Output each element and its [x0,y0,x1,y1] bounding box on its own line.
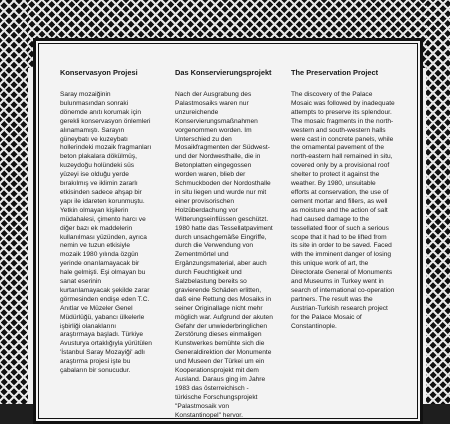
mosaic-border-left [0,0,28,404]
body-english: The discovery of the Palace Mosaic was followed by inadequate attempts to preserve its splendour. The mosaic fragments in the north-western and south-western halls were cast in concrete panels, while the ornamental pavement of the north-eastern hall remained in situ, covered only by a provisional roof shelter to protect it against the weather. By 1980, unsuitable efforts at conservation, the use of cement mortar and fillers, as well as moisture and the action of salt had caused damage to the tessellated floor of such a serious scope that it had to be lifted from its site in order to be saved. Faced with the imminent danger of losing this unique work of art, the Directorate General of Monuments and Museums in Turkey went in search of international co-operation partners. The result was the Austrian-Turkish research project for the Palace Mosaic of Constantinople. [291,91,395,330]
column-english [291,68,395,331]
mosaic-border-right [426,0,450,404]
heading-turkish: Konservasyon Projesi [60,68,138,77]
column-turkish [60,68,152,376]
column-german [175,68,273,421]
body-german: Nach der Ausgrabung des Palastmosaiks waren nur unzureichende Konservierungsmaßnahmen vorgenommen worden. Im Unterschied zu den Mosaikfragmenten der Südwest- und der Nordwesthalle, die in Betonplatten eingegossen worden waren, blieb der Schmuckboden der Nordosthalle in situ liegen und wurde nur mit einer provisorischen Holzüberdachung vor Witterungseinflüssen geschützt. 1980 hatte das Tessellatpaviment durch unsachgemäße Eingriffe, durch die Verwendung von Zementmörtel und Ergänzungsmaterial, aber auch durch Feuchtigkeit und Salzbelastung bereits so gravierende Schäden erlitten, daß eine Rettung des Mosaiks in seiner Originallage nicht mehr möglich war. Aufgrund der akuten Gefahr der unwiederbringlichen Zerstörung dieses einmaligen Kunstwerkes bemühte sich die Generaldirektion der Monumente und Museen der Türkei um ein Kooperationsprojekt mit dem Ausland. Daraus ging im Jahre 1983 das österreichisch - türkische Forschungsprojekt "Palastmosaik von Konstantinopel" hervor. [175,91,273,419]
heading-english: The Preservation Project [291,68,379,77]
heading-german: Das Konservierungsprojekt [175,68,272,77]
body-turkish: Saray mozaiğinin bulunmasından sonraki dönemde anıtı korumak için gerekli konservasyon önlemleri alınamamıştı. Sarayın güneybatı ve kuzeybatı hollerindeki mozaik fragmanları beton plakalara dökülmüş, kuzeydoğu holündeki süs yüzeyi ise olduğu yerde bırakılmış ve iklimin zararlı etkisinden sadece ahşap bir yapı ile idareten korunmuştu. Yetkin olmayan kişilerin müdahalesi, çimento harcı ve diğer bazı ek maddelerin kullanılması yüzünden, ayrıca nemin ve tuzun etkisiyle mozaik 1980 yılında özgün yerinde onarılamayacak bir hale gelmişti. Eşi olmayan bu sanat eserinin kurtarılamayacak şekilde zarar görmesinden endişe eden T.C. Anıtlar ve Müzeler Genel Müdürlüğü, yabancı ülkelerle işbirliği olanaklarını araştırmaya başladı. Türkiye Avusturya ortaklığıyla yürütülen 'İstanbul Saray Mozayiği' adlı araştırma projesi işte bu çabaların bir sonucudur. [60,91,152,375]
